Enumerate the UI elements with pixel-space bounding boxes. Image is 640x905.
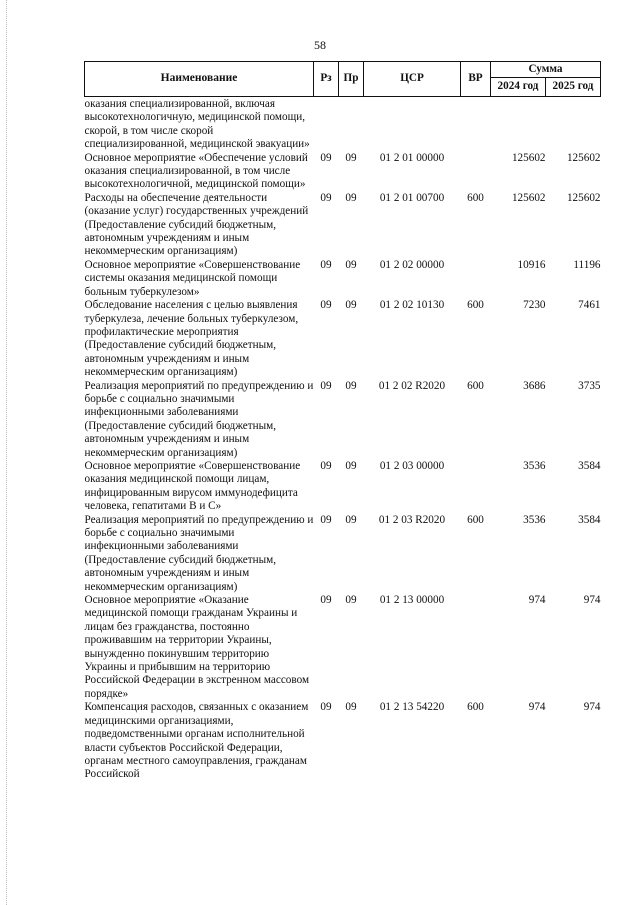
row-sum-2024: 3686 <box>523 379 546 392</box>
row-sum-2024: 974 <box>528 701 546 714</box>
row-vr: 600 <box>467 701 484 714</box>
row-rz: 09 <box>320 701 332 714</box>
row-name: Обследование населения с целью выявления туберкулеза, лечение больных туберкулезом, профилактические мероприятия (Предоставление субсидий бюджетным, автономным учреждениям и иным некоммерческим организациям) <box>84 299 299 379</box>
row-csr: 01 2 01 00700 <box>379 191 445 204</box>
header-name: Наименование <box>85 62 314 97</box>
row-csr: 01 2 01 00000 <box>379 151 445 164</box>
table-row <box>85 97 601 152</box>
row-pr <box>339 97 364 152</box>
row-sum-2025: 3584 <box>578 459 601 472</box>
row-csr <box>364 97 461 152</box>
row-name: Основное мероприятие «Оказание медицинской помощи гражданам Украины и лицам без гражданства, постоянно проживавшим на территории Украины, вынужденно покинувшим территорию Украины и прибывшим на территорию Российской Федерации в экстренном массовом порядке» <box>84 594 310 700</box>
row-csr: 01 2 02 R2020 <box>378 379 446 392</box>
row-pr: 09 <box>345 379 357 392</box>
row-csr: 01 2 03 00000 <box>379 459 445 472</box>
row-name: Основное мероприятие «Совершенствование оказания медицинской помощи лицам, инфицированным вирусом иммунодефицита человека, гепатитами В и С» <box>84 459 301 513</box>
header-vr: ВР <box>461 62 491 97</box>
row-vr <box>461 594 491 701</box>
row-sum-2024: 7230 <box>523 299 546 312</box>
row-csr: 01 2 13 00000 <box>379 594 445 607</box>
row-csr: 01 2 13 54220 <box>379 701 445 714</box>
table-body <box>85 97 601 782</box>
row-name: Реализация мероприятий по предупреждению и борьбе с социально значимыми инфекционными заболеваниями (Предоставление субсидий бюджетным, автономным учреждениям и иным некоммерческим организациям) <box>84 513 314 593</box>
table-row <box>85 380 601 460</box>
row-sum-2025 <box>546 97 601 152</box>
row-sum-2025: 125602 <box>566 151 601 164</box>
row-sum-2024: 10916 <box>517 258 546 271</box>
row-sum-2025: 3584 <box>578 513 601 526</box>
row-pr: 09 <box>345 459 357 472</box>
table-row <box>85 299 601 379</box>
row-vr <box>461 97 491 152</box>
table-header <box>85 62 601 97</box>
row-rz: 09 <box>320 299 332 312</box>
scan-edge <box>6 0 8 905</box>
table-row <box>85 192 601 259</box>
budget-table <box>84 61 601 782</box>
row-vr <box>461 460 491 514</box>
table-row <box>85 594 601 701</box>
row-name: Реализация мероприятий по предупреждению и борьбе с социально значимыми инфекционными заболеваниями (Предоставление субсидий бюджетным, автономным учреждениям и иным некоммерческим организациям) <box>84 379 314 459</box>
row-pr: 09 <box>345 258 357 271</box>
page-number: 58 <box>314 38 326 52</box>
row-sum-2024: 3536 <box>523 513 546 526</box>
row-vr: 600 <box>467 299 484 312</box>
row-csr: 01 2 02 00000 <box>379 258 445 271</box>
row-vr <box>461 152 491 192</box>
row-vr: 600 <box>467 379 484 392</box>
row-pr: 09 <box>345 299 357 312</box>
row-name: Основное мероприятие «Совершенствование системы оказания медицинской помощи больным туберкулезом» <box>84 258 301 298</box>
row-vr: 600 <box>467 513 484 526</box>
header-sum: Сумма <box>491 62 601 78</box>
row-rz: 09 <box>320 258 332 271</box>
row-sum-2025: 7461 <box>578 299 601 312</box>
table-row <box>85 701 601 781</box>
row-rz: 09 <box>320 151 332 164</box>
row-rz <box>314 97 339 152</box>
row-sum-2025: 11196 <box>573 258 601 271</box>
header-pr: Пр <box>339 62 364 97</box>
row-pr: 09 <box>345 701 357 714</box>
header-csr: ЦСР <box>364 62 461 97</box>
row-sum-2025: 3735 <box>578 379 601 392</box>
row-rz: 09 <box>320 594 332 607</box>
row-name: Расходы на обеспечение деятельности (оказание услуг) государственных учреждений (Предоставление субсидий бюджетным, автономным учреждениям и иным некоммерческим организациям) <box>84 191 309 258</box>
row-csr: 01 2 02 10130 <box>379 299 445 312</box>
row-sum-2025: 974 <box>583 701 601 714</box>
row-sum-2025: 974 <box>583 594 601 607</box>
row-pr: 09 <box>345 191 357 204</box>
row-vr <box>461 259 491 299</box>
row-sum-2024: 125602 <box>511 151 546 164</box>
row-rz: 09 <box>320 379 332 392</box>
row-pr: 09 <box>345 151 357 164</box>
row-pr: 09 <box>345 513 357 526</box>
row-csr: 01 2 03 R2020 <box>378 513 446 526</box>
row-rz: 09 <box>320 513 332 526</box>
header-year-2024: 2024 год <box>491 77 546 96</box>
row-vr: 600 <box>467 191 484 204</box>
table-row <box>85 259 601 299</box>
row-name: оказания специализированной, включая высокотехнологичную, медицинской помощи, скорой, в том числе скорой специализированной, медицинской эвакуации» <box>84 98 310 151</box>
row-rz: 09 <box>320 459 332 472</box>
row-name: Основное мероприятие «Обеспечение условий оказания специализированной, в том числе высокотехнологичной, медицинской помощи» <box>84 151 308 191</box>
row-sum-2024 <box>491 97 546 152</box>
table-row <box>85 460 601 514</box>
header-rz: Рз <box>314 62 339 97</box>
row-name: Компенсация расходов, связанных с оказанием медицинскими организациями, подведомственными органам исполнительной власти субъектов Российской Федерации, органам местного самоуправления, гражданам Российской <box>84 701 309 781</box>
table-row <box>85 152 601 192</box>
row-sum-2024: 125602 <box>511 191 546 204</box>
header-year-2025: 2025 год <box>546 77 601 96</box>
row-sum-2024: 974 <box>528 594 546 607</box>
row-pr: 09 <box>345 594 357 607</box>
table-row <box>85 514 601 594</box>
row-sum-2024: 3536 <box>523 459 546 472</box>
row-sum-2025: 125602 <box>566 191 601 204</box>
row-rz: 09 <box>320 191 332 204</box>
